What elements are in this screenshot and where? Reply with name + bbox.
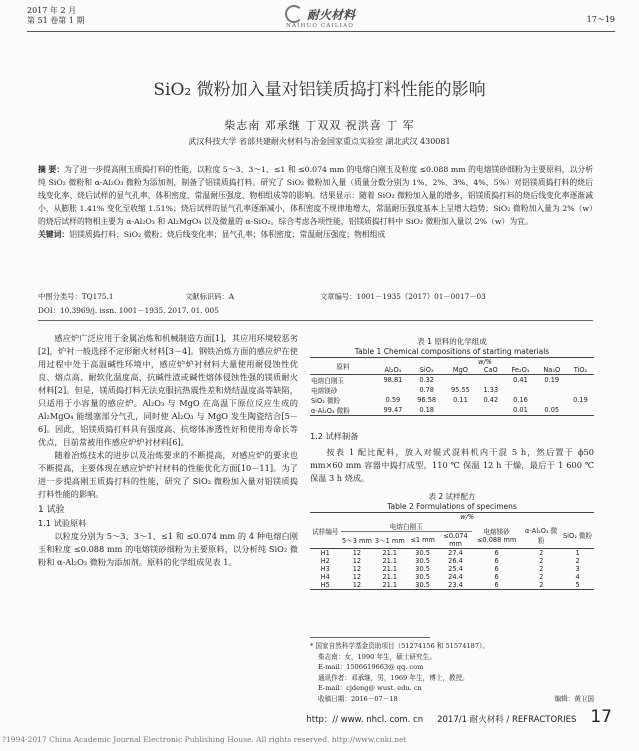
table-cell [444, 405, 478, 416]
logo-text-en: NAIHUO CAILIAO [285, 23, 355, 29]
table-1-grid [310, 357, 594, 416]
table-2-unit: w/% [460, 513, 475, 521]
section-1-1-text: 以粒度分别为 5～3、3～1、≤1 和 ≤0.074 mm 的 4 种电熔白刚玉和粒度 ≤0.088 mm 的电熔镁砂细粉为主要原料，以分析纯 SiO₂ 微粉和 α-Al₂O₃ 微粉为添加剂。原料的化学组成见表 1。 [38, 531, 298, 567]
table-cell: 12 [352, 549, 362, 557]
table-row [310, 375, 594, 386]
table-cell: 6 [494, 549, 499, 557]
article-number: 文章编号：1001－1935（2017）01－0017－03 [320, 292, 486, 301]
table-1-col-header: Al₂O₃ [384, 366, 402, 374]
editor: 编辑：黄卫国 [554, 694, 594, 703]
table-cell [537, 395, 567, 405]
table-2-sub-header: 5～3 mm [341, 537, 372, 545]
page-number: 17 [590, 707, 612, 727]
first-author-note: 柴志南：女，1990 年生，硕士研究生。 [318, 652, 436, 661]
table-1-caption-cn: 表 1 原料的化学组成 [417, 337, 487, 346]
table-2-caption-cn: 表 2 试样配方 [428, 492, 476, 501]
table-cell [477, 375, 504, 386]
table-cell: 2 [539, 565, 544, 573]
section-1-2 [310, 430, 594, 485]
table-cell: 2 [539, 557, 544, 565]
table-cell: 27.4 [448, 549, 463, 557]
table-cell: H4 [320, 573, 330, 581]
table-cell: 5 [575, 581, 580, 589]
table-row [310, 405, 594, 416]
table-1-row-name: 电熔白刚玉 [311, 377, 344, 385]
table-cell: 21.1 [382, 557, 398, 565]
table-cell: 12 [352, 573, 362, 581]
section-1-1-heading: 1.1 试验原料 [38, 518, 87, 528]
table-cell: 0.42 [483, 396, 499, 404]
table-cell: 0.05 [544, 406, 560, 414]
footer-issue: 2017/1 耐火材料 / REFRACTORIES [437, 715, 577, 725]
journal-logo [250, 5, 390, 29]
table-cell: 21.1 [382, 581, 398, 589]
intro-paragraph-1: 感应炉广泛应用于金属冶炼和机械制造方面[1]，其应用环境较恶劣[2]，炉衬一般选择不定形耐火材料[3－4]。钢铁冶炼方面的感应炉在使用过程中处于高温碱性环境中，感应炉炉衬材料大量使用耐侵蚀性优良、熔点高、耐软化温度高、抗碱性渣或碱性熔体侵蚀性强的镁质耐火材料[2]。但是，镁质捣打料无法克服抗热震性差和烧结温度高等缺陷，只适用于小容量的感应炉。Al₂O₃ 与 MgO 在高温下原位反应生成的 Al₂MgO₄ 能缓塞部分气孔，同时使 Al₂O₃ 与 MgO 发生陶瓷结合[5－6]。因此，铝镁质捣打料具有强度高、抗熔体渗透性好和使用寿命长等优点，目前常被用作感应炉炉衬材料[6]。 [38, 333, 298, 447]
table-cell: 6 [494, 573, 499, 581]
table-cell: 0.18 [419, 406, 434, 414]
table-cell [376, 385, 410, 395]
table-cell: 0.11 [453, 396, 468, 404]
paper-title: SiO₂ 微粉加入量对铝镁质捣打料性能的影响 [153, 80, 486, 100]
page-range: 17～19 [586, 15, 615, 24]
volume-issue: 第 51 卷第 1 期 [27, 16, 85, 25]
intro-paragraph-2: 随着冶炼技术的进步以及冶炼要求的不断提高，对感应炉的要求也不断提高，主要体现在感应炉炉衬材料的性能优化方面[10－11]。为了进一步提高刚玉质捣打料的性能，研究了 SiO₂ 微粉加入量对铝镁质捣打料性能的影响。 [38, 450, 298, 499]
table-cell: 21.1 [382, 573, 398, 581]
footnotes [310, 641, 594, 704]
abstract-text: 为了进一步提高刚玉质捣打料的性能，以粒度 5～3、3～1、≤1 和 ≤0.074 mm 的电熔白刚玉及粒度 ≤0.088 mm 的电熔镁砂细粉为主要原料，以分析纯 SiO₂ 微粉和 α-Al₂O₃ 微粉为添加剂，制备了铝镁质捣打料。研究了 SiO₂ 微粉加入量（质量分数分别为 1%、2%、3%、4%、5%）对铝镁质捣打料的烧后线变化率、烧后试样的显气孔率、体积密度、常温耐压强度、物相组成等的影响。结果显示：随着 SiO₂ 微粉加入量的增多，铝镁质捣打料的烧后线变化率逐渐减小，从膨胀 1.41% 变化至收缩 1.51%；烧后试样的显气孔率逐渐减小，体积密度不规律地增大，常温耐压强度基本上呈增大趋势；SiO₂ 微粉加入量为 2%（w）的烧后试样的物相主要为 α-Al₂O₃ 和 Al₂MgO₄ 以及微量的 α-SiO₂。综合考虑各项性能，铝镁质捣打料中 SiO₂ 微粉加入量以 2%（w）为宜。 [38, 165, 593, 226]
table-cell: 25.4 [448, 565, 463, 573]
author-list: 柴志南 邓承继 丁双双 祝洪喜 丁 军 [224, 119, 415, 132]
table-cell: 0.16 [513, 396, 528, 404]
table-1-col-header: TiO₂ [573, 366, 588, 374]
table-cell: H2 [320, 557, 330, 565]
abstract-rule [38, 320, 593, 321]
table-1-caption-en: Table 1 Chemical compositions of starting materials [354, 347, 550, 356]
table-cell: 26.4 [448, 557, 463, 565]
table-cell: 21.1 [382, 565, 398, 573]
section-1-heading: 1 试验 [38, 505, 65, 515]
table-2-mgo-header: 电熔镁砂 ≤0.088 mm [476, 527, 517, 544]
table-cell: H3 [320, 565, 330, 573]
table-1 [310, 336, 594, 416]
table-cell: 0.19 [573, 396, 588, 404]
corresponding-author-email: E-mail：cjdeng@ wust. edu. cn [318, 684, 422, 692]
table-row [310, 557, 594, 565]
table-2-sub-header: 3～1 mm [374, 537, 405, 545]
table-cell: 1.33 [483, 386, 499, 394]
table-cell: 2 [539, 573, 544, 581]
table-cell: 12 [352, 557, 362, 565]
table-1-corner: 原料 [336, 363, 350, 371]
table-cell [504, 385, 536, 395]
table-cell: 3 [575, 565, 580, 573]
table-cell: 2 [539, 581, 544, 589]
table-cell: 0.19 [544, 376, 560, 384]
table-2-caption-en: Table 2 Formulations of specimens [387, 502, 517, 511]
abstract [38, 163, 593, 241]
table-cell: 4 [575, 573, 580, 581]
table-2-group-header: 电熔白刚玉 [341, 521, 472, 532]
funding-note: * 国家自然科学基金资助项目（51274156 和 51574187）。 [310, 642, 489, 650]
table-1-col-header: CaO [483, 366, 498, 374]
table-cell: 6 [494, 557, 499, 565]
table-cell [444, 375, 478, 386]
section-1-2-text: 按表 1 配比配料，放入对辊式混料机内干混 5 h，然后置于 ϕ50 mm×60 mm 容器中捣打成型，110 ℃ 保温 12 h 干燥，最后于 1 600 ℃ 保温 3 h 烧成。 [310, 447, 594, 483]
table-1-row-name: SiO₂ 微粉 [311, 397, 341, 405]
table-1-col-header: Fe₂O₃ [511, 366, 530, 374]
table-1-unit: w/% [478, 358, 492, 366]
table-row [310, 549, 594, 558]
table-cell [537, 385, 567, 395]
table-2-corner: 试样编号 [312, 527, 339, 536]
table-cell: H5 [320, 581, 330, 589]
table-cell: 0.32 [419, 376, 434, 384]
table-row [310, 395, 594, 405]
table-cell [477, 405, 504, 416]
issue-date: 2017 年 2 月 [27, 6, 77, 15]
document-code: 文献标识码：A [185, 292, 235, 301]
affiliation: 武汉科技大学 省部共建耐火材料与冶金国家重点实验室 湖北武汉 430081 [188, 137, 451, 146]
table-cell [567, 405, 594, 416]
section-1-2-heading: 1.2 试样制备 [310, 431, 359, 441]
table-2-sub-header: ≤0.074 mm [443, 532, 468, 548]
keywords-text: 铝镁质捣打料；SiO₂ 微粉；烧后线变化率；显气孔率；体积密度；常温耐压强度；物相组成 [69, 230, 386, 239]
table-cell: 12 [352, 565, 362, 573]
table-cell: 1 [575, 549, 580, 557]
table-cell [567, 375, 594, 386]
table-cell: 98.81 [383, 376, 403, 384]
table-row [310, 565, 594, 573]
table-2-grid [310, 512, 594, 590]
table-cell: 6 [494, 581, 499, 589]
table-2 [310, 491, 594, 590]
table-1-row-name: 电熔镁砂 [311, 387, 338, 395]
table-1-row-name: α-Al₂O₃ 微粉 [311, 407, 350, 415]
table-cell: 30.5 [415, 565, 430, 573]
table-cell: 21.1 [382, 549, 398, 557]
table-cell: 2 [539, 549, 544, 557]
table-cell: 23.4 [448, 581, 463, 589]
table-row [310, 573, 594, 581]
logo-text-cn: 耐火材料 [306, 7, 355, 22]
table-cell: H1 [320, 549, 330, 557]
copyright-line: ?1994-2017 China Academic Journal Electronic Publishing House. All rights reserved. http://www.cnki.net [2, 735, 407, 744]
header-rule [27, 31, 615, 32]
first-author-email: E-mail：1506619663@ qq. com [318, 663, 424, 671]
intro-column [38, 332, 298, 569]
keywords-label: 关键词： [38, 230, 70, 239]
table-cell: 0.78 [419, 386, 434, 394]
table-cell: 12 [352, 581, 362, 589]
table-row [310, 581, 594, 590]
table-cell: 30.5 [415, 557, 430, 565]
footnote-rule [310, 637, 430, 638]
table-cell [567, 385, 594, 395]
table-cell: 24.4 [448, 573, 463, 581]
table-1-col-header: Na₂O [543, 366, 561, 374]
table-cell: 6 [494, 565, 499, 573]
table-cell: 30.5 [415, 573, 430, 581]
abstract-label: 摘 要： [38, 165, 65, 174]
received-date: 收稿日期：2016－07－18 [318, 694, 398, 703]
clc-number: 中图分类号：TQ175.1 [38, 292, 114, 301]
table-cell: 0.41 [513, 376, 528, 384]
journal-url: http：// www. nhcl. com. cn [306, 715, 424, 725]
table-2-al-header: α-Al₂O₃ 微粉 [525, 526, 558, 545]
table-cell: 95.55 [450, 386, 470, 394]
doi: DOI：10.3969/j. issn. 1001－1935. 2017. 01. 005 [38, 306, 219, 315]
table-cell: 30.5 [415, 581, 430, 589]
table-cell: 0.01 [513, 406, 528, 414]
table-cell: 2 [575, 557, 580, 565]
table-row [310, 385, 594, 395]
table-cell: 96.58 [417, 396, 437, 404]
corresponding-author-note: 通讯作者：邓承继，男，1969 年生，博士，教授。 [318, 673, 469, 682]
table-2-si-header: SiO₂ 微粉 [562, 531, 593, 540]
table-cell: 0.59 [385, 396, 401, 404]
table-1-col-header: SiO₂ [419, 366, 434, 374]
table-cell: 99.47 [383, 406, 403, 414]
journal-issue-info [27, 6, 84, 26]
table-2-sub-header: ≤1 mm [410, 536, 435, 544]
logo-swirl-icon [285, 5, 303, 23]
page-footer [0, 707, 612, 727]
table-cell: 30.5 [415, 549, 430, 557]
table-1-col-header: MgO [452, 366, 468, 374]
